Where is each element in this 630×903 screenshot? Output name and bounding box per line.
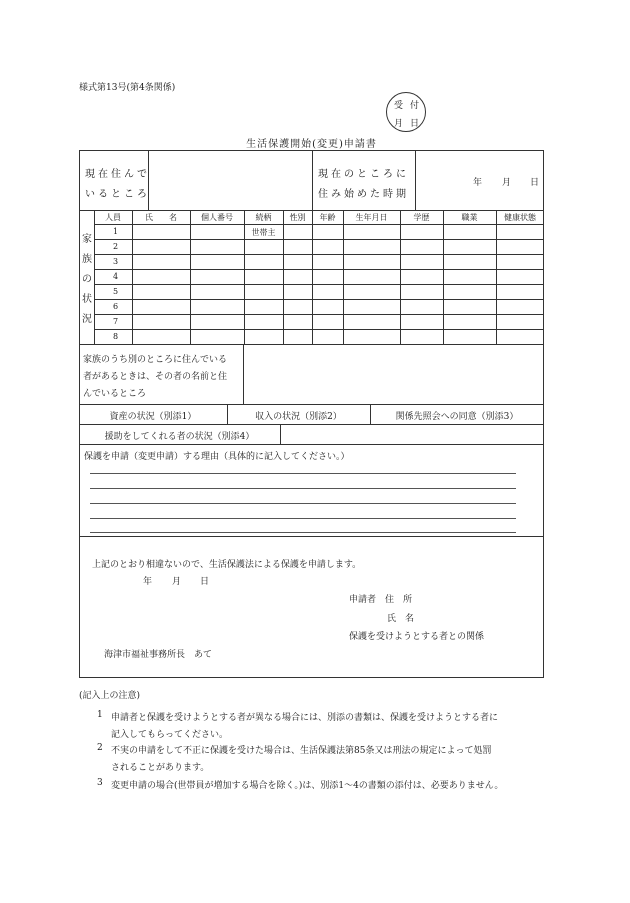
rule [94, 224, 544, 225]
note-number: 2 [97, 743, 103, 753]
rule [280, 424, 281, 444]
declaration-statement: 上記のとおり相違ないので、生活保護法による保護を申請します。 [92, 560, 362, 570]
family-side-label-3: 状 [82, 294, 92, 305]
family-row-number: 8 [113, 332, 119, 341]
stamp-tsuki: 月 [394, 119, 404, 129]
rule [132, 210, 133, 344]
family-header: 人員 [105, 213, 121, 222]
family-side-label-0: 家 [82, 234, 92, 245]
stamp-uke: 受 [394, 101, 404, 111]
declaration-nen: 年 [143, 577, 153, 587]
rule [94, 284, 544, 285]
applicant-name-label: 氏 名 [387, 614, 415, 624]
attachment-support: 援助をしてくれる者の状況（別添4） [104, 432, 255, 442]
family-side-label-2: の [82, 274, 92, 285]
rule [94, 210, 95, 344]
since-label-line1: 現在のところに [318, 169, 409, 180]
since-tsuki: 月 [502, 178, 512, 188]
family-header: 健康状態 [504, 213, 536, 222]
family-header: 個人番号 [201, 213, 233, 222]
rule [496, 210, 497, 344]
rule [79, 536, 544, 537]
family-header: 生年月日 [355, 213, 388, 222]
family-header: 性別 [289, 213, 306, 222]
family-side-label-4: 況 [82, 314, 92, 325]
family-header: 続柄 [255, 213, 272, 222]
stamp-tsuke: 付 [410, 101, 420, 111]
reason-writing-line [90, 488, 516, 489]
reason-label: 保護を申請（変更申請）する理由（具体的に記入してください。） [84, 452, 350, 462]
rule [94, 314, 544, 315]
page-title: 生活保護開始(変更)申請書 [246, 139, 377, 150]
rule [415, 150, 416, 210]
elsewhere-line1: 家族のうち別のところに住んでいる [83, 355, 228, 365]
family-header: 職業 [461, 213, 478, 222]
rule [243, 344, 244, 404]
rule [94, 299, 544, 300]
rule [312, 150, 313, 210]
note-text: 記入してもらってください。 [111, 730, 229, 740]
declaration-hi: 日 [200, 577, 210, 587]
family-row1-relation: 世帯主 [251, 228, 276, 237]
note-number: 1 [97, 710, 103, 720]
rule [79, 404, 544, 405]
rule [94, 254, 544, 255]
address-label-line1: 現在住んで [85, 169, 150, 180]
reason-writing-line [90, 473, 516, 474]
family-row-number: 1 [113, 227, 119, 236]
elsewhere-line3: んでいるところ [83, 389, 147, 399]
since-nen: 年 [473, 178, 483, 188]
elsewhere-line2: 者があるときは、その者の名前と住 [83, 372, 228, 382]
rule [343, 210, 344, 344]
note-text: されることがあります。 [111, 763, 210, 773]
reason-writing-line [90, 518, 516, 519]
declaration-tsuki: 月 [172, 577, 182, 587]
family-row-number: 3 [113, 257, 119, 266]
family-header: 年齢 [319, 213, 336, 222]
rule [400, 210, 401, 344]
reason-writing-line [90, 503, 516, 504]
address-label-line2: いるところ [85, 189, 150, 200]
attachment-income: 収入の状況（別添2） [255, 412, 342, 422]
rule [443, 210, 444, 344]
rule [79, 444, 544, 445]
note-text: 変更申請の場合(世帯員が増加する場合を除く。)は、別添1～4の書類の添付は、必要ありません。 [111, 781, 504, 791]
rule [312, 210, 313, 344]
applicant-address-label: 申請者 住 所 [349, 595, 413, 605]
rule [148, 150, 149, 210]
form-id: 様式第13号(第4条関係) [79, 83, 176, 93]
note-text: 申請者と保護を受けようとする者が異なる場合には、別添の書類は、保護を受けようとする者に [111, 713, 499, 723]
family-row-number: 2 [113, 242, 119, 251]
note-text: 不実の申請をして不正に保護を受けた場合は、生活保護法第85条又は刑法の規定によって処罰 [111, 746, 492, 756]
family-row-number: 4 [113, 272, 119, 281]
family-row-number: 6 [113, 302, 119, 311]
reason-writing-line [90, 532, 516, 533]
reception-stamp [386, 92, 426, 132]
rule [283, 210, 284, 344]
rule [94, 269, 544, 270]
notes-heading: (記入上の注意) [79, 691, 141, 701]
attachment-consent: 関係先照会への同意（別添3） [395, 412, 519, 422]
rule [94, 239, 544, 240]
family-row-number: 7 [113, 317, 119, 326]
family-header: 学歴 [413, 213, 430, 222]
rule [79, 344, 544, 345]
family-row-number: 5 [113, 287, 119, 296]
family-header: 氏 名 [145, 213, 177, 222]
note-number: 3 [97, 778, 103, 788]
rule [79, 424, 544, 425]
since-hi: 日 [530, 178, 540, 188]
family-side-label-1: 族 [82, 254, 92, 265]
stamp-hi: 日 [410, 119, 420, 129]
rule [190, 210, 191, 344]
addressee: 海津市福祉事務所長 あて [104, 650, 213, 660]
rule [94, 329, 544, 330]
attachment-assets: 資産の状況（別添1） [109, 412, 197, 422]
since-label-line2: 住み始めた時期 [318, 189, 409, 200]
relation-label: 保護を受けようとする者との関係 [349, 632, 485, 642]
